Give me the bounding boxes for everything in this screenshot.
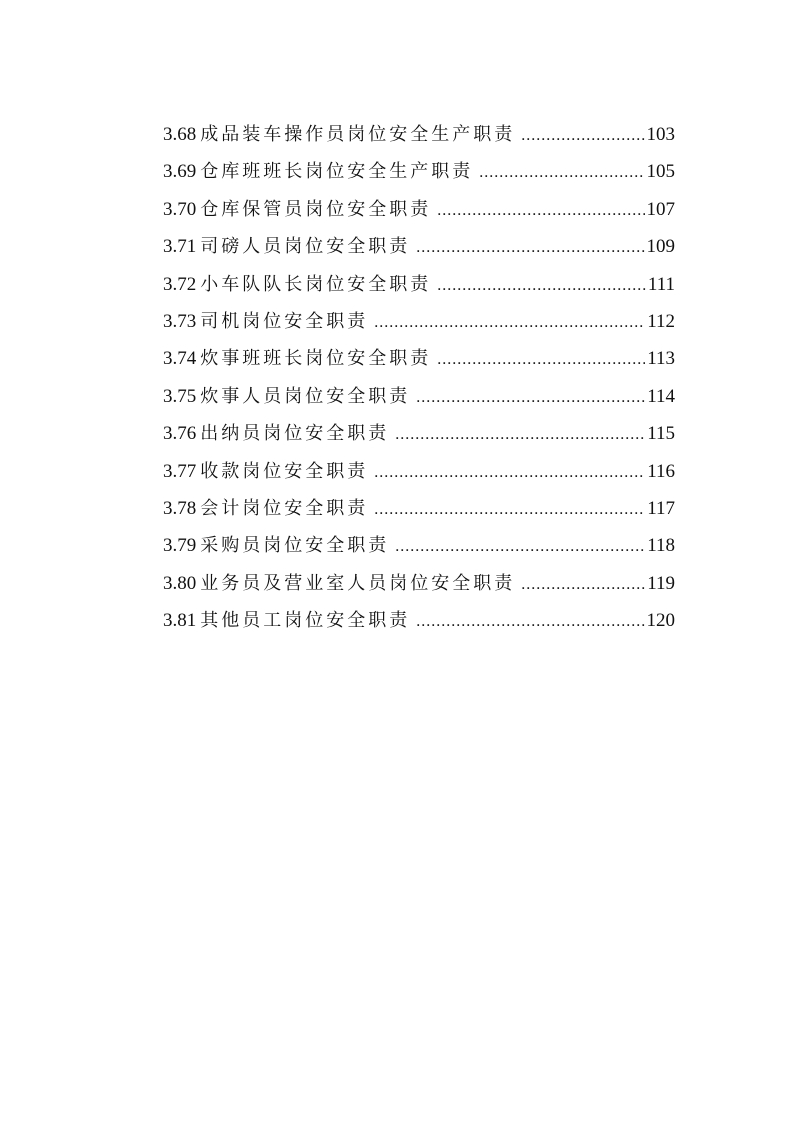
toc-entry-title: 司机岗位安全职责 <box>200 310 369 332</box>
toc-entry-page-number: 107 <box>646 198 675 220</box>
toc-entry-page-number: 103 <box>646 124 675 145</box>
dot-leader <box>416 603 644 640</box>
toc-entry-page-number: 112 <box>647 310 675 332</box>
toc-entry-title: 采购员岗位安全职责 <box>200 535 390 557</box>
toc-entry[interactable] <box>163 266 675 303</box>
toc-entry-page-number: 109 <box>646 236 675 258</box>
toc-entry[interactable] <box>163 453 675 490</box>
dot-leader <box>437 341 645 378</box>
toc-entry-title: 仓库保管员岗位安全职责 <box>200 198 432 220</box>
toc-entry[interactable] <box>163 565 675 602</box>
toc-entry-title: 炊事班班长岗位安全职责 <box>200 348 432 370</box>
toc-entry-title: 业务员及营业室人员岗位安全职责 <box>200 572 516 594</box>
toc-entry[interactable] <box>163 303 675 340</box>
dot-leader <box>521 117 644 154</box>
toc-entry-title: 出纳员岗位安全职责 <box>200 423 390 445</box>
dot-leader <box>416 229 644 266</box>
toc-entry[interactable] <box>163 116 675 153</box>
toc-entry-number: 3.72 <box>163 273 197 295</box>
toc-entry-page-number: 115 <box>647 423 675 445</box>
toc-entry-title: 会计岗位安全职责 <box>200 497 369 519</box>
toc-entry[interactable] <box>163 527 675 564</box>
toc-entry-number: 3.69 <box>163 161 197 183</box>
toc-entry-number: 3.71 <box>163 236 197 258</box>
toc-entry-title: 司磅人员岗位安全职责 <box>200 236 411 258</box>
toc-entry[interactable] <box>163 191 675 228</box>
toc-entry-title: 炊事人员岗位安全职责 <box>200 385 411 407</box>
dot-leader <box>395 528 645 565</box>
dot-leader <box>374 454 645 491</box>
dot-leader <box>521 566 645 603</box>
dot-leader <box>437 192 644 229</box>
table-of-contents <box>163 116 675 639</box>
toc-entry-number: 3.81 <box>163 610 197 632</box>
dot-leader <box>416 379 645 416</box>
dot-leader <box>479 154 644 191</box>
toc-entry[interactable] <box>163 490 675 527</box>
toc-entry-number: 3.73 <box>163 310 197 332</box>
dot-leader <box>395 416 645 453</box>
toc-entry[interactable] <box>163 228 675 265</box>
toc-entry-page-number: 118 <box>647 535 675 557</box>
toc-entry-title: 其他员工岗位安全职责 <box>200 610 411 632</box>
toc-entry-page-number: 119 <box>647 572 675 594</box>
toc-entry[interactable] <box>163 415 675 452</box>
toc-entry-number: 3.74 <box>163 348 197 370</box>
toc-entry-number: 3.77 <box>163 460 197 482</box>
toc-entry[interactable] <box>163 378 675 415</box>
toc-entry-title: 小车队队长岗位安全职责 <box>200 273 432 295</box>
toc-entry[interactable] <box>163 340 675 377</box>
toc-entry-page-number: 117 <box>647 497 675 519</box>
dot-leader <box>437 267 646 304</box>
toc-entry-page-number: 111 <box>647 273 675 295</box>
toc-entry-number: 3.80 <box>163 572 197 594</box>
toc-entry-title: 成品装车操作员岗位安全生产职责 <box>200 124 516 145</box>
toc-entry-title: 仓库班班长岗位安全生产职责 <box>200 161 474 183</box>
dot-leader <box>374 491 645 528</box>
toc-entry-title: 收款岗位安全职责 <box>200 460 369 482</box>
toc-entry-number: 3.76 <box>163 423 197 445</box>
toc-entry-number: 3.75 <box>163 385 197 407</box>
toc-entry-page-number: 113 <box>647 348 675 370</box>
toc-entry-number: 3.79 <box>163 535 197 557</box>
toc-entry-number: 3.78 <box>163 497 197 519</box>
toc-entry-page-number: 114 <box>647 385 675 407</box>
toc-entry-number: 3.70 <box>163 198 197 220</box>
toc-entry-page-number: 116 <box>647 460 675 482</box>
toc-entry-page-number: 120 <box>646 610 675 632</box>
dot-leader <box>374 304 645 341</box>
toc-entry-number: 3.68 <box>163 124 197 145</box>
toc-entry-page-number: 105 <box>646 161 675 183</box>
toc-entry[interactable] <box>163 153 675 190</box>
toc-entry[interactable] <box>163 602 675 639</box>
